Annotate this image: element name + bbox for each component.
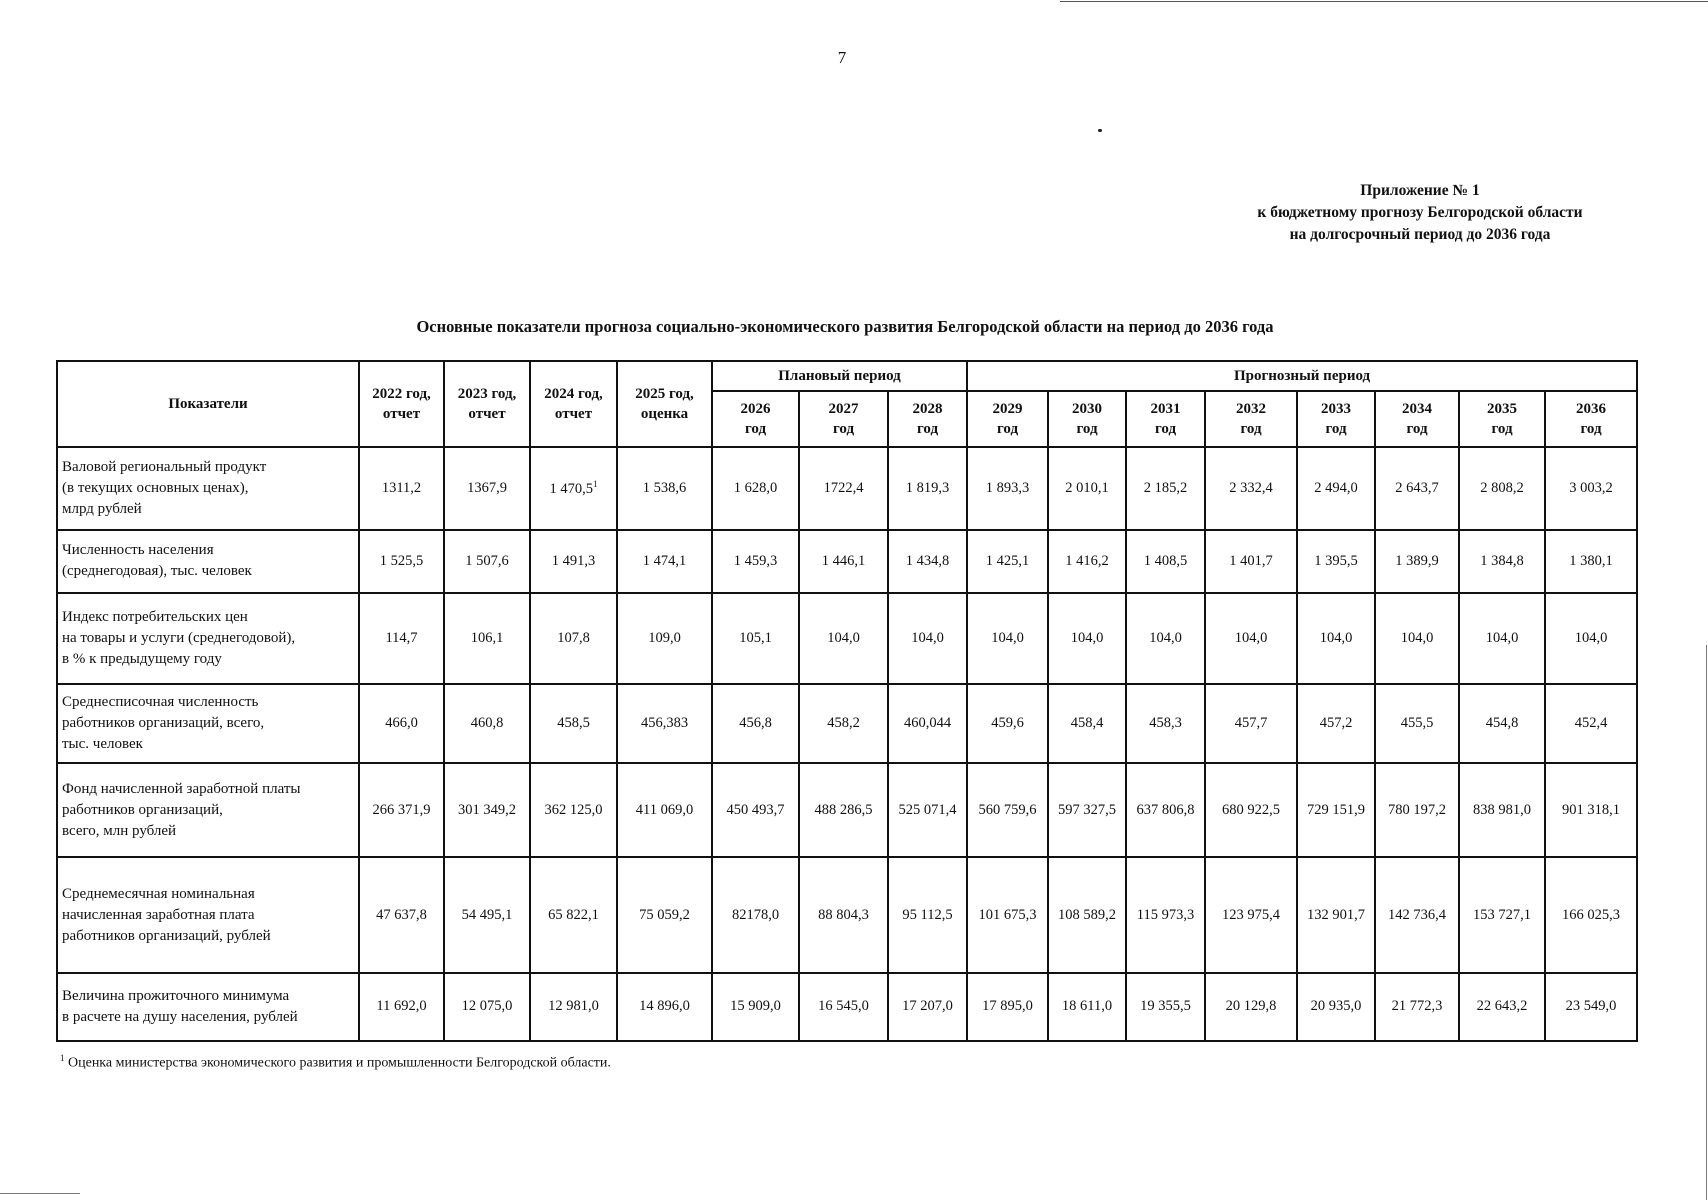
value-text: 597 327,5 <box>1058 801 1116 818</box>
value-cell <box>1297 593 1375 684</box>
value-cell <box>1126 530 1205 594</box>
value-cell <box>888 530 967 594</box>
value-text: 2 010,1 <box>1065 479 1109 496</box>
value-cell <box>1375 447 1459 530</box>
value-text: 1 893,3 <box>985 479 1030 496</box>
value-cell <box>1126 447 1205 530</box>
year-header: 2028 год <box>888 391 967 447</box>
value-cell <box>712 684 799 762</box>
value-text: 104,0 <box>1400 630 1434 647</box>
table-row <box>57 593 1637 684</box>
year-header: 2023 год, отчет <box>444 361 530 447</box>
indicator-label-line: Численность населения <box>62 542 214 559</box>
value-text: 2 494,0 <box>1314 479 1358 496</box>
value-text: 107,8 <box>557 630 590 647</box>
value-text: 459,6 <box>991 714 1024 731</box>
value-cell <box>444 684 530 762</box>
value-text: 1 507,6 <box>465 552 509 569</box>
value-cell <box>1459 447 1545 530</box>
value-text: 2 332,4 <box>1229 479 1273 496</box>
value-cell <box>617 973 712 1041</box>
appendix-line: Приложение № 1 <box>1360 182 1480 199</box>
indicator-label-line: начисленная заработная плата <box>62 906 255 923</box>
value-text: 15 909,0 <box>730 998 781 1015</box>
page-number: 7 <box>837 48 847 67</box>
value-text: 109,0 <box>648 630 681 647</box>
year-header: 2030 год <box>1048 391 1126 447</box>
value-text: 14 896,0 <box>639 998 690 1015</box>
value-text: 301 349,2 <box>458 801 516 818</box>
value-text: 105,1 <box>739 630 772 647</box>
scan-edge-line <box>1706 645 1707 1200</box>
value-text: 560 759,6 <box>978 801 1037 818</box>
value-text: 525 071,4 <box>898 801 957 818</box>
value-cell <box>1375 684 1459 762</box>
value-text: 106,1 <box>470 630 504 647</box>
indicator-label-line: (в текущих основных ценах), <box>62 479 249 496</box>
value-text: 47 637,8 <box>376 906 427 923</box>
year-header: 2024 год, отчет <box>530 361 617 447</box>
value-cell <box>967 973 1048 1041</box>
value-cell <box>530 973 617 1041</box>
value-text: 142 736,4 <box>1388 906 1446 923</box>
value-text: 19 355,5 <box>1140 998 1191 1015</box>
value-text: 108 589,2 <box>1058 906 1116 923</box>
value-cell <box>967 530 1048 594</box>
value-cell <box>1545 763 1637 858</box>
value-text: 95 112,5 <box>902 906 953 923</box>
value-cell <box>1048 447 1126 530</box>
value-cell <box>1297 857 1375 973</box>
value-text: 460,044 <box>903 714 952 731</box>
value-text: 456,8 <box>739 714 772 731</box>
footnote <box>60 1053 611 1072</box>
value-cell <box>1048 684 1126 762</box>
value-cell <box>1459 973 1545 1041</box>
indicator-label-line: Индекс потребительских цен <box>62 609 248 626</box>
value-cell <box>1048 530 1126 594</box>
value-text: 153 727,1 <box>1473 906 1531 923</box>
table-row <box>57 857 1637 973</box>
value-cell <box>444 973 530 1041</box>
scan-edge-line <box>1060 1 1708 2</box>
table-body <box>57 447 1637 1041</box>
year-header: 2033 год <box>1297 391 1375 447</box>
value-cell <box>1545 593 1637 684</box>
value-cell <box>799 447 888 530</box>
document-title: Основные показатели прогноза социально-экономического развития Белгородской области на период до 2036 года <box>416 317 1274 336</box>
value-text: 104,0 <box>1070 630 1104 647</box>
value-text: 458,3 <box>1149 714 1182 731</box>
indicator-label-line: работников организаций, всего, <box>62 714 265 731</box>
indicator-label-line: Валовой региональный продукт <box>62 458 267 475</box>
value-cell <box>1126 593 1205 684</box>
value-text: 65 822,1 <box>548 906 599 923</box>
value-text: 458,5 <box>557 714 590 731</box>
value-cell <box>530 593 617 684</box>
value-cell <box>1375 593 1459 684</box>
value-text: 20 129,8 <box>1225 998 1277 1015</box>
year-header: 2035 год <box>1459 391 1545 447</box>
indicator-label-line: млрд рублей <box>62 500 142 517</box>
value-cell <box>967 447 1048 530</box>
value-cell <box>359 530 444 594</box>
value-cell <box>444 530 530 594</box>
value-cell <box>617 447 712 530</box>
value-text: 458,4 <box>1070 714 1104 731</box>
value-cell <box>1048 593 1126 684</box>
value-cell <box>1375 973 1459 1041</box>
year-header: 2022 год, отчет <box>359 361 444 447</box>
value-cell <box>1459 763 1545 858</box>
value-text: 455,5 <box>1400 714 1434 731</box>
value-cell <box>888 593 967 684</box>
value-text: 104,0 <box>1485 630 1519 647</box>
value-cell <box>1375 530 1459 594</box>
footnote-mark: 1 <box>60 1053 65 1063</box>
value-cell <box>1048 857 1126 973</box>
value-cell <box>1297 684 1375 762</box>
indicator-label-line: тыс. человек <box>62 735 143 752</box>
value-text: 729 151,9 <box>1307 801 1365 818</box>
value-cell <box>617 530 712 594</box>
value-cell <box>444 593 530 684</box>
value-cell <box>799 530 888 594</box>
value-text: 115 973,3 <box>1136 906 1195 923</box>
value-cell <box>799 684 888 762</box>
indicator-label-line: Фонд начисленной заработной платы <box>62 780 301 797</box>
indicator-label <box>57 857 359 973</box>
value-text: 1 401,7 <box>1229 552 1273 569</box>
value-text: 104,0 <box>991 630 1024 647</box>
appendix-header <box>1180 180 1660 246</box>
year-header: 2031 год <box>1126 391 1205 447</box>
value-cell <box>967 684 1048 762</box>
value-cell <box>712 763 799 858</box>
value-text: 637 806,8 <box>1136 801 1195 818</box>
value-cell <box>444 447 530 530</box>
value-text: 132 901,7 <box>1307 906 1365 923</box>
indicator-label-line: на товары и услуги (среднегодовой), <box>62 630 296 647</box>
forecast-period-header: Прогнозный период <box>967 361 1637 391</box>
indicator-label <box>57 973 359 1041</box>
value-cell <box>1545 857 1637 973</box>
value-text: 11 692,0 <box>376 998 427 1015</box>
table-row <box>57 530 1637 594</box>
value-text: 104,0 <box>911 630 944 647</box>
indicator-label <box>57 593 359 684</box>
footnote-text: Оценка министерства экономического развития и промышленности Белгородской области. <box>64 1055 611 1071</box>
value-cell <box>799 763 888 858</box>
value-cell <box>1545 447 1637 530</box>
value-text: 16 545,0 <box>818 998 869 1015</box>
value-text: 1 538,6 <box>642 479 687 496</box>
value-cell <box>617 593 712 684</box>
year-header: 2034 год <box>1375 391 1459 447</box>
value-cell <box>888 973 967 1041</box>
value-text: 488 286,5 <box>814 801 873 818</box>
value-cell <box>617 763 712 858</box>
indicator-column-header: Показатели <box>57 361 359 447</box>
value-text: 1367,9 <box>467 479 507 496</box>
value-text: 838 981,0 <box>1473 801 1531 818</box>
year-header: 2029 год <box>967 391 1048 447</box>
indicators-table <box>56 360 1638 1042</box>
indicator-label <box>57 447 359 530</box>
value-cell <box>1545 530 1637 594</box>
table-row <box>57 973 1637 1041</box>
indicator-label <box>57 684 359 762</box>
value-text: 17 207,0 <box>902 998 953 1015</box>
year-header: 2025 год, оценка <box>617 361 712 447</box>
value-cell <box>967 857 1048 973</box>
value-cell <box>888 447 967 530</box>
value-text: 780 197,2 <box>1388 801 1446 818</box>
table-row <box>57 447 1637 530</box>
value-text: 23 549,0 <box>1565 998 1617 1015</box>
value-cell <box>359 857 444 973</box>
value-cell <box>1205 857 1297 973</box>
table-row <box>57 684 1637 762</box>
value-cell <box>1459 530 1545 594</box>
value-text: 2 643,7 <box>1395 479 1439 496</box>
value-cell <box>444 857 530 973</box>
value-text: 21 772,3 <box>1391 998 1443 1015</box>
value-cell <box>617 857 712 973</box>
table-row <box>57 763 1637 858</box>
value-cell <box>530 684 617 762</box>
value-cell <box>530 763 617 858</box>
value-text: 450 493,7 <box>726 801 785 818</box>
value-text: 1 408,5 <box>1143 552 1188 569</box>
value-cell <box>1297 530 1375 594</box>
value-cell <box>1126 763 1205 858</box>
value-text: 901 318,1 <box>1562 801 1621 818</box>
appendix-line: к бюджетному прогнозу Белгородской области <box>1257 204 1583 221</box>
value-cell <box>1205 447 1297 530</box>
value-text: 454,8 <box>1485 714 1519 731</box>
value-text: 456,383 <box>640 714 689 731</box>
value-text: 82178,0 <box>731 906 780 923</box>
value-text: 3 003,2 <box>1569 479 1613 496</box>
value-text: 1722,4 <box>823 479 864 496</box>
value-cell <box>1375 763 1459 858</box>
value-text: 457,7 <box>1234 714 1268 731</box>
value-text: 1 425,1 <box>985 552 1030 569</box>
footnote-mark: 1 <box>593 478 598 489</box>
value-text: 104,0 <box>1149 630 1182 647</box>
value-cell <box>1126 684 1205 762</box>
value-cell <box>1126 857 1205 973</box>
value-cell <box>1205 593 1297 684</box>
value-text: 20 935,0 <box>1310 998 1362 1015</box>
value-text: 88 804,3 <box>818 906 869 923</box>
value-text: 18 611,0 <box>1061 998 1113 1015</box>
value-cell <box>888 763 967 858</box>
year-header: 2026 год <box>712 391 799 447</box>
indicator-label <box>57 530 359 594</box>
value-cell <box>530 447 617 530</box>
indicator-label-line: (среднегодовая), тыс. человек <box>62 563 252 580</box>
value-text: 12 075,0 <box>461 998 513 1015</box>
value-cell <box>1297 973 1375 1041</box>
value-cell <box>712 530 799 594</box>
indicator-label-line: Среднемесячная номинальная <box>62 885 255 902</box>
value-cell <box>799 593 888 684</box>
value-text: 460,8 <box>470 714 504 731</box>
value-cell <box>1459 684 1545 762</box>
value-text: 1 395,5 <box>1314 552 1358 569</box>
value-cell <box>799 973 888 1041</box>
value-text: 1 470,5 <box>549 480 593 497</box>
planned-period-header: Плановый период <box>712 361 967 391</box>
value-text: 1 380,1 <box>1569 552 1613 569</box>
value-text: 1 628,0 <box>733 479 778 496</box>
value-cell <box>359 447 444 530</box>
indicator-label-line: в % к предыдущему году <box>62 651 222 668</box>
value-text: 680 922,5 <box>1222 801 1280 818</box>
value-text: 1 491,3 <box>551 552 596 569</box>
value-text: 104,0 <box>1234 630 1268 647</box>
value-cell <box>712 857 799 973</box>
value-cell <box>1048 973 1126 1041</box>
value-cell <box>1459 857 1545 973</box>
value-text: 1 474,1 <box>642 552 687 569</box>
value-cell <box>1545 973 1637 1041</box>
value-cell <box>1205 684 1297 762</box>
value-text: 54 495,1 <box>461 906 513 923</box>
value-text: 104,0 <box>1319 630 1353 647</box>
scan-speck <box>1098 129 1102 132</box>
value-text: 1 389,9 <box>1395 552 1439 569</box>
value-cell <box>799 857 888 973</box>
value-text: 1 446,1 <box>821 552 866 569</box>
scan-edge-line <box>0 1193 80 1194</box>
value-cell <box>712 447 799 530</box>
value-cell <box>617 684 712 762</box>
value-cell <box>530 530 617 594</box>
value-text: 466,0 <box>385 714 418 731</box>
value-cell <box>530 857 617 973</box>
value-cell <box>1545 684 1637 762</box>
value-cell <box>359 684 444 762</box>
value-text: 75 059,2 <box>639 906 690 923</box>
value-text: 1 819,3 <box>905 479 950 496</box>
value-cell <box>712 593 799 684</box>
year-header: 2027 год <box>799 391 888 447</box>
year-header: 2032 год <box>1205 391 1297 447</box>
value-cell <box>444 763 530 858</box>
indicator-label <box>57 763 359 858</box>
indicator-label-line: всего, млн рублей <box>62 822 177 839</box>
value-text: 2 185,2 <box>1143 479 1188 496</box>
indicator-label-line: работников организаций, <box>62 801 223 818</box>
value-text: 411 069,0 <box>635 801 694 818</box>
value-cell <box>967 593 1048 684</box>
value-text: 166 025,3 <box>1562 906 1621 923</box>
value-cell <box>1048 763 1126 858</box>
value-text: 1311,2 <box>381 479 422 496</box>
value-cell <box>1297 763 1375 858</box>
value-text: 12 981,0 <box>548 998 599 1015</box>
value-text: 123 975,4 <box>1222 906 1280 923</box>
value-text: 1 434,8 <box>905 552 950 569</box>
value-cell <box>359 763 444 858</box>
value-text: 104,0 <box>827 630 860 647</box>
value-cell <box>1126 973 1205 1041</box>
value-text: 266 371,9 <box>372 801 431 818</box>
value-cell <box>1205 973 1297 1041</box>
year-header: 2036 год <box>1545 391 1637 447</box>
value-cell <box>1205 763 1297 858</box>
value-cell <box>712 973 799 1041</box>
appendix-line: на долгосрочный период до 2036 года <box>1289 226 1551 243</box>
value-cell <box>1375 857 1459 973</box>
indicator-label-line: работников организаций, рублей <box>62 927 271 944</box>
value-text: 1 459,3 <box>733 552 778 569</box>
value-text: 101 675,3 <box>978 906 1037 923</box>
value-text: 22 643,2 <box>1476 998 1528 1015</box>
value-cell <box>1297 447 1375 530</box>
value-cell <box>888 857 967 973</box>
value-cell <box>359 593 444 684</box>
value-cell <box>888 684 967 762</box>
value-text: 362 125,0 <box>544 801 603 818</box>
value-text: 114,7 <box>385 630 418 647</box>
value-cell <box>967 763 1048 858</box>
value-text: 2 808,2 <box>1480 479 1524 496</box>
value-text: 104,0 <box>1574 630 1608 647</box>
value-cell <box>1459 593 1545 684</box>
value-cell <box>1205 530 1297 594</box>
indicator-label-line: Среднесписочная численность <box>62 693 259 710</box>
value-text: 17 895,0 <box>982 998 1033 1015</box>
value-text: 457,2 <box>1319 714 1353 731</box>
value-text: 1 384,8 <box>1480 552 1524 569</box>
value-text: 1 525,5 <box>379 552 424 569</box>
value-text: 452,4 <box>1574 714 1608 731</box>
value-text: 458,2 <box>827 714 860 731</box>
indicator-label-line: в расчете на душу населения, рублей <box>62 1008 298 1025</box>
value-text: 1 416,2 <box>1065 552 1109 569</box>
indicator-label-line: Величина прожиточного минимума <box>62 987 290 1004</box>
value-cell <box>359 973 444 1041</box>
